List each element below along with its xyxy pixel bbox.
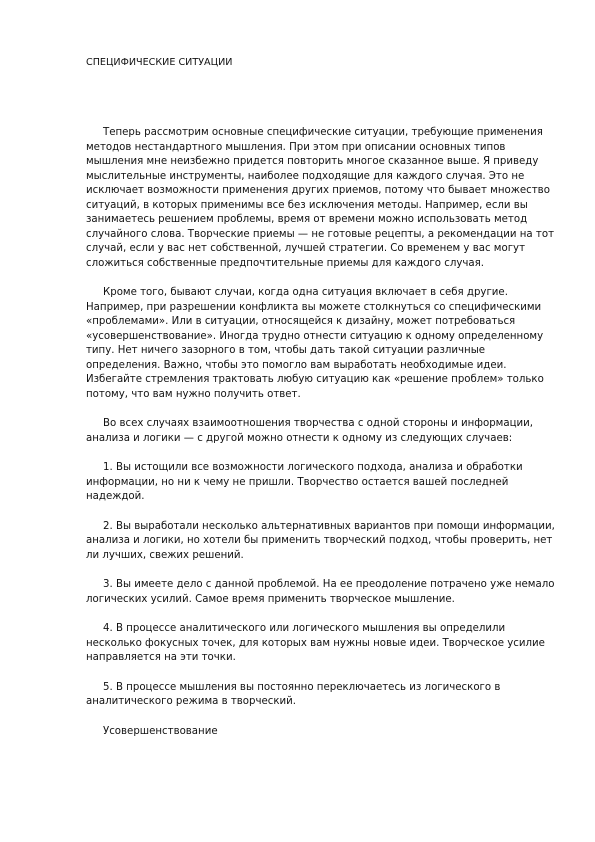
list-item-case-1: 1. Вы истощили все возможности логического подхода, анализа и обработки информации, но ни к чему не пришли. Творчество остается вашей последней надеждой. [86, 462, 523, 502]
list-item-case-5: 5. В процессе мышления вы постоянно переключаетесь из логического в аналитического режима в творческий. [86, 681, 501, 707]
list-item-case-2: 2. Вы выработали несколько альтернативных вариантов при помощи информации, анализа и логики, но хотели бы применить творческий подход, чтобы проверить, нет ли лучших, свежих решений. [86, 520, 555, 561]
paragraph-intro: Теперь рассмотрим основные специфические ситуации, требующие применения методов нестандартного мышления. При этом при описании основных типов мышления мне неизбежно придется повторить многое сказанное выше. Я приведу мыслительные инструменты, наиболее подходящие для каждого случая. Это не исключает возможности применения других приемов, потому что бывает множество ситуаций, в которых применимы все без исключения методы. Например, если вы занимаетесь решением проблемы, время от времени можно использовать метод случайного слова. Творческие приемы — не готовые рецепты, а рекомендации на тот случай, если у вас нет собственной, лучшей стратегии. Со временем у вас могут сложиться собственные предпочтительные приемы для каждого случая. [86, 127, 554, 269]
page-title: СПЕЦИФИЧЕСКИЕ СИТУАЦИИ [86, 57, 233, 68]
list-item-case-3: 3. Вы имеете дело с данной проблемой. На ее преодоление потрачено уже немало логических усилий. Самое время применить творческое мышление. [86, 579, 555, 605]
document-body [86, 126, 556, 739]
section-heading: Усовершенствование [103, 725, 218, 737]
list-item-case-4: 4. В процессе аналитического или логического мышления вы определили несколько фокусных точек, для которых вам нужны новые идеи. Творческое усилие направляется на эти точки. [86, 623, 545, 663]
paragraph-cases-intro: Во всех случаях взаимоотношения творчества с одной стороны и информации, анализа и логики — с другой можно отнести к одному из следующих случаев: [86, 418, 534, 444]
paragraph-overlap: Кроме того, бывают случаи, когда одна ситуация включает в себя другие. Например, при разрешении конфликта вы можете столкнуться со специфическими «проблемами». Или в ситуации, относящейся к дизайну, может потребоваться «усовершенствование». Иногда трудно отнести ситуацию к одному определенному типу. Нет ничего зазорного в том, чтобы дать такой ситуации различные определения. Важно, чтобы это помогло вам выработать необходимые идеи. Избегайте стремления трактовать любую ситуацию как «решение проблем» только потому, что вам нужно получить ответ. [86, 287, 544, 400]
